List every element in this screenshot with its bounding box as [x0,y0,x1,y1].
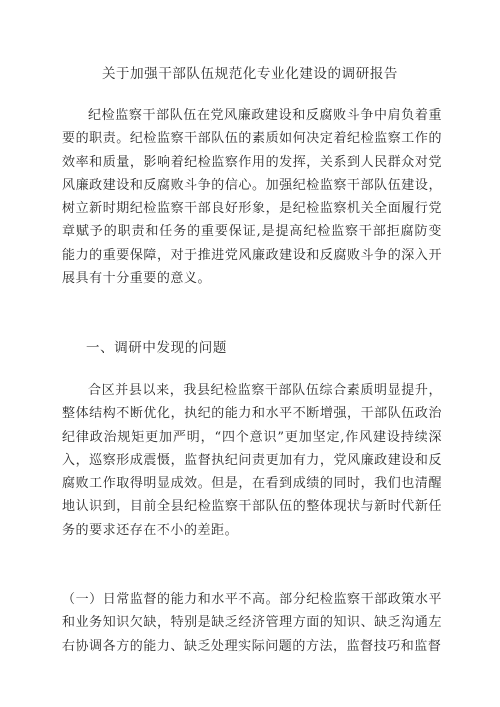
intro-paragraph: 纪检监察干部队伍在党风廉政建设和反腐败斗争中肩负着重要的职责。纪检监察干部队伍的素质如何决定着纪检监察工作的效率和质量，影响着纪检监察作用的发挥，关系到人民群众对党风廉政建设和反腐败斗争的信心。加强纪检监察干部队伍建设，树立新时期纪检监察干部良好形象，是纪检监察机关全面履行党章赋予的职责和任务的重要保证,是提高纪检监察干部拒腐防变能力的重要保障，对于推进党风廉政建设和反腐败斗争的深入开展具有十分重要的意义。 [62,108,442,287]
document-title: 关于加强干部队伍规范化专业化建设的调研报告 [101,66,399,82]
section-heading: 一、调研中发现的问题 [86,340,227,356]
subsection-paragraph: （一）日常监督的能力和水平不高。部分纪检监察干部政策水平和业务知识欠缺，特别是缺乏经济管理方面的知识、缺乏沟通左右协调各方的能力、缺乏处理实际问题的方法，监督技巧和监督 [62,592,442,654]
body-paragraph: 合区并县以来，我县纪检监察干部队伍综合素质明显提升，整体结构不断优化，执纪的能力和水平不断增强，干部队伍政治纪律政治规矩更加严明，“四个意识”更加坚定,作风建设持续深入，巡察形成震慑，监督执纪问责更加有力，党风廉政建设和反腐败工作取得明显成效。但是，在看到成绩的同时，我们也清醒地认识到，目前全县纪检监察干部队伍的整体现状与新时代新任务的要求还存在不小的差距。 [62,383,442,538]
